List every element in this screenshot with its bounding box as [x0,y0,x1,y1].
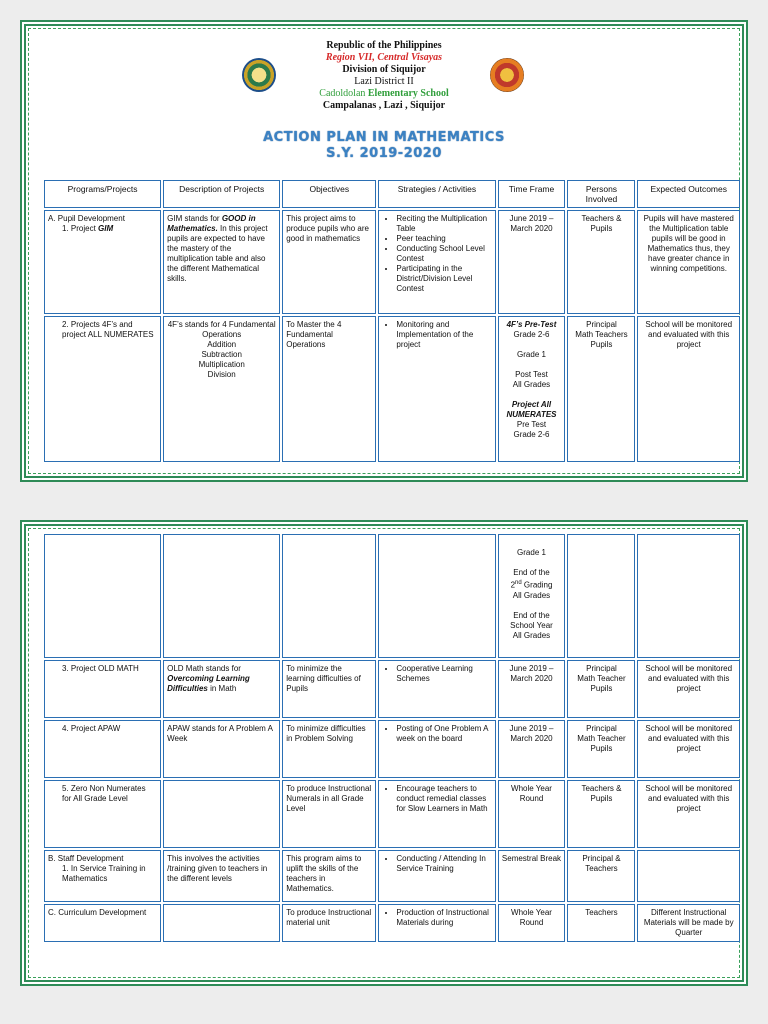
program-label: 2. Projects 4F’s and project ALL NUMERATES [62,320,154,339]
time-text: Pre Test [516,420,547,429]
time-frame-cell: June 2019 – March 2020 [498,720,566,778]
col-header: Objectives [282,180,376,208]
program-cell [44,780,161,848]
strategies-cell [378,720,495,778]
strategies-cell [378,534,495,658]
description-cell: APAW stands for A Problem A Week [163,720,280,778]
persons-cell: Teachers & Pupils [567,780,635,848]
strategy-item: • Peer teaching [396,234,491,244]
description-text: Subtraction [201,350,242,359]
time-text: End of the [513,610,550,620]
time-text: 4F’s Pre-Test [506,320,557,329]
time-text: All Grades [512,590,551,600]
table-row [44,210,740,314]
strategy-item: • Posting of One Problem A week on the board [396,724,491,744]
description-text: 4F’s stands for 4 Fundamental Operations [167,320,276,339]
region-line: Region VII, Central Visayas [325,52,443,63]
program-label: B. Staff Development [48,854,124,863]
strategy-item: • Conducting / Attending In Service Training [396,854,491,874]
outcome-cell [637,534,740,658]
strategies-cell [378,316,495,462]
district-line: Lazi District II [354,76,414,87]
program-label: GIM [98,224,114,233]
time-text: 2 [510,580,516,590]
action-plan-table [42,178,742,464]
description-text: GIM stands for [167,214,222,223]
time-text: All Grades [512,380,551,389]
time-text: End of the [513,568,550,577]
time-frame-cell: June 2019 – March 2020 [498,660,566,718]
description-cell [163,780,280,848]
time-text: Grade 1 [517,350,546,359]
objectives-cell [282,534,376,658]
time-text: Post Test [515,370,548,379]
republic-line: Republic of the Philippines [326,40,442,51]
col-header: Persons Involved [567,180,635,208]
objectives-cell: To produce Instructional material unit [282,904,376,942]
division-line: Division of Siquijor [342,64,426,75]
persons-cell [567,534,635,658]
persons-cell: Teachers & Pupils [567,210,635,314]
letterhead [26,40,742,112]
program-cell [44,720,161,778]
description-cell [163,316,280,462]
table-row [44,850,740,902]
person-text: Math Teacher [577,734,626,743]
objectives-cell: This project aims to produce pupils who are good in mathematics [282,210,376,314]
table-row [44,316,740,462]
strategy-item: • Conducting School Level Contest [396,244,491,264]
person-text: Pupils [590,744,613,753]
outcome-cell: School will be monitored and evaluated with this project [637,720,740,778]
outcome-cell: Different Instructional Materials will be made by Quarter [637,904,740,942]
description-cell [163,660,280,718]
description-cell: This involves the activities /training given to teachers in the different levels [163,850,280,902]
document-page-1 [20,20,748,482]
address-line: Campalanas , Lazi , Siquijor [322,100,446,111]
title-line-2: S.Y. 2019-2020 [326,146,442,161]
program-cell [44,210,161,314]
document-title [26,130,742,162]
description-text: GOOD in Mathematics. [167,214,256,233]
time-text: nd [515,580,522,586]
program-cell [44,850,161,902]
time-text: Grade 2-6 [513,330,550,339]
strategy-item: • Reciting the Multiplication Table [396,214,491,234]
program-label: 4. Project APAW [62,724,121,733]
persons-cell [567,660,635,718]
strategies-cell [378,210,495,314]
strategies-cell [378,904,495,942]
strategies-cell [378,850,495,902]
document-page-2 [20,520,748,986]
persons-cell: Teachers [567,904,635,942]
table-row [44,904,740,942]
person-text: Math Teachers [575,330,628,339]
persons-cell [567,316,635,462]
program-label: 1. Project [62,224,99,233]
objectives-cell: To minimize the learning difficulties of Pupils [282,660,376,718]
school-type: Elementary School [367,88,449,99]
outcome-cell: School will be monitored and evaluated with this project [637,780,740,848]
program-cell [44,316,161,462]
outcome-cell: Pupils will have mastered the Multiplication table pupils will be good in Mathematics thus, they have greater chance in winning competitions. [637,210,740,314]
description-text: In this project pupils are expected to have the mastery of the multiplication table and also the different Mathematical skills. [167,224,268,283]
person-text: Pupils [590,340,613,349]
outcome-cell: School will be monitored and evaluated with this project [637,660,740,718]
table-header-row [44,180,740,208]
description-text: Multiplication [198,360,245,369]
program-cell [44,534,161,658]
strategies-cell [378,780,495,848]
person-text: Math Teacher [577,674,626,683]
strategies-cell [378,660,495,718]
program-label: 3. Project OLD MATH [62,664,139,673]
time-text: School Year [510,620,553,630]
strategy-item: • Participating in the District/Division Level Contest [396,264,491,294]
outcome-cell: School will be monitored and evaluated with this project [637,316,740,462]
time-frame-cell [498,534,566,658]
description-text: Overcoming Learning Difficulties [167,674,250,693]
person-text: Principal [586,724,617,733]
strategy-item: • Production of Instructional Materials during [396,908,491,928]
description-text: Addition [207,340,237,349]
program-label: 5. Zero Non Numerates for All Grade Level [62,784,146,803]
outcome-cell [637,850,740,902]
objectives-cell: To Master the 4 Fundamental Operations [282,316,376,462]
col-header: Programs/Projects [44,180,161,208]
program-cell [44,660,161,718]
person-text: Pupils [590,684,613,693]
description-text: OLD Math stands for [167,664,241,673]
table-row [44,720,740,778]
time-frame-cell: Whole Year Round [498,780,566,848]
col-header: Expected Outcomes [637,180,740,208]
table-row [44,660,740,718]
strategy-item: • Cooperative Learning Schemes [396,664,491,684]
objectives-cell: This program aims to uplift the skills of the teachers in Mathematics. [282,850,376,902]
program-label: A. Pupil Development [48,214,125,223]
persons-cell [567,720,635,778]
table-row [44,780,740,848]
program-label: 1. In Service Training in Mathematics [62,864,146,883]
strategy-item: • Monitoring and Implementation of the project [396,320,491,350]
action-plan-table-continued [42,532,742,944]
description-text: Division [207,370,236,379]
strategy-item: • Encourage teachers to conduct remedial classes for Slow Learners in Math [396,784,491,814]
time-text: Project All NUMERATES [506,400,557,419]
time-frame-cell: Semestral Break [498,850,566,902]
time-text [502,578,562,591]
time-text: Grading [521,580,553,590]
time-frame-cell: June 2019 – March 2020 [498,210,566,314]
col-header: Description of Projects [163,180,280,208]
time-text: Grade 1 [517,548,546,557]
time-text: Grade 2-6 [513,430,550,439]
col-header: Strategies / Activities [378,180,495,208]
col-header: Time Frame [498,180,566,208]
time-text: All Grades [512,630,551,640]
time-frame-cell: Whole Year Round [498,904,566,942]
description-cell [163,534,280,658]
title-line-1: ACTION PLAN IN MATHEMATICS [263,130,505,145]
time-frame-cell [498,316,566,462]
table-row [44,534,740,658]
person-text: Principal [586,320,617,329]
description-cell [163,904,280,942]
program-cell [44,904,161,942]
school-name: Cadoldolan [319,88,366,99]
program-label: C. Curriculum Development [48,908,147,917]
objectives-cell: To produce Instructional Numerals in all Grade Level [282,780,376,848]
persons-cell: Principal & Teachers [567,850,635,902]
objectives-cell: To minimize difficulties in Problem Solving [282,720,376,778]
description-cell [163,210,280,314]
description-text: in Math [207,684,237,693]
person-text: Principal [586,664,617,673]
